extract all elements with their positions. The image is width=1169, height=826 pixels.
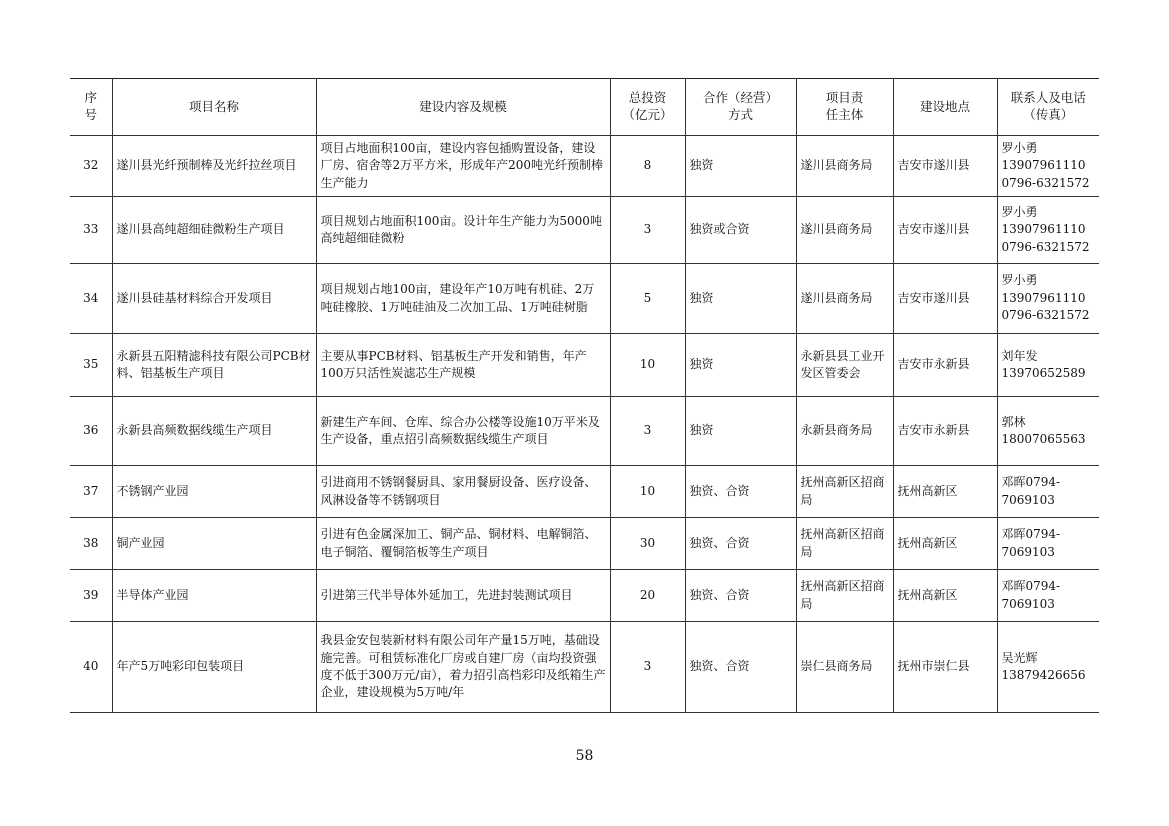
contact-phone: 0796-6321572 bbox=[1001, 239, 1090, 254]
cell-name: 遂川县光纤预制棒及光纤拉丝项目 bbox=[112, 136, 316, 197]
cell-investment: 5 bbox=[610, 264, 685, 334]
cell-investment: 10 bbox=[610, 334, 685, 397]
cell-mode: 独资 bbox=[685, 136, 796, 197]
cell-location: 抚州高新区 bbox=[893, 518, 997, 570]
cell-content: 项目规划占地面积100亩。设计年生产能力为5000吨高纯超细硅微粉 bbox=[316, 197, 610, 264]
cell-name: 遂川县硅基材料综合开发项目 bbox=[112, 264, 316, 334]
contact-name: 邓晖0794- bbox=[1001, 579, 1061, 594]
cell-investment: 3 bbox=[610, 397, 685, 466]
table-row bbox=[70, 622, 1099, 713]
cell-content: 新建生产车间、仓库、综合办公楼等设施10万平米及生产设备，重点招引高频数据线缆生产项目 bbox=[316, 397, 610, 466]
cell-content: 主要从事PCB材料、铝基板生产开发和销售，年产100万只活性炭滤芯生产规模 bbox=[316, 334, 610, 397]
contact-phone: 13970652589 bbox=[1001, 366, 1086, 380]
cell-owner: 抚州高新区招商局 bbox=[796, 466, 893, 518]
cell-content: 引进商用不锈钢餐厨具、家用餐厨设备、医疗设备、风淋设备等不锈钢项目 bbox=[316, 466, 610, 518]
cell-owner: 抚州高新区招商局 bbox=[796, 570, 893, 622]
cell-content: 引进有色金属深加工、铜产品、铜材料、电解铜箔、电子铜箔、覆铜箔板等生产项目 bbox=[316, 518, 610, 570]
header-location: 建设地点 bbox=[893, 79, 997, 136]
contact-phone: 13907961110 bbox=[1001, 222, 1086, 237]
cell-mode: 独资或合资 bbox=[685, 197, 796, 264]
cell-name: 年产5万吨彩印包装项目 bbox=[112, 622, 316, 713]
cell-mode: 独资、合资 bbox=[685, 622, 796, 713]
cell-investment: 3 bbox=[610, 197, 685, 264]
cell-no: 36 bbox=[70, 397, 112, 466]
table-row bbox=[70, 264, 1099, 334]
cell-name: 永新县五阳精滤科技有限公司PCB材料、铝基板生产项目 bbox=[112, 334, 316, 397]
cell-content: 项目占地面积100亩，建设内容包插购置设备，建设厂房、宿舍等2万平方米，形成年产200吨光纤预制棒生产能力 bbox=[316, 136, 610, 197]
page-number: 58 bbox=[575, 748, 594, 764]
header-content: 建设内容及规模 bbox=[316, 79, 610, 136]
cell-investment: 3 bbox=[610, 622, 685, 713]
cell-content: 项目规划占地100亩，建设年产10万吨有机硅、2万吨硅橡胶、1万吨硅油及二次加工品、1万吨硅树脂 bbox=[316, 264, 610, 334]
cell-owner: 抚州高新区招商局 bbox=[796, 518, 893, 570]
cell-location: 抚州高新区 bbox=[893, 570, 997, 622]
contact-name: 罗小勇 bbox=[1001, 204, 1038, 219]
table-row bbox=[70, 466, 1099, 518]
project-table-container bbox=[70, 78, 1099, 713]
cell-location: 吉安市遂川县 bbox=[893, 136, 997, 197]
cell-name: 不锈钢产业园 bbox=[112, 466, 316, 518]
cell-name: 遂川县高纯超细硅微粉生产项目 bbox=[112, 197, 316, 264]
cell-owner: 永新县商务局 bbox=[796, 397, 893, 466]
cell-contact bbox=[997, 466, 1099, 518]
cell-location: 吉安市永新县 bbox=[893, 397, 997, 466]
table-row bbox=[70, 197, 1099, 264]
cell-location: 吉安市遂川县 bbox=[893, 197, 997, 264]
cell-contact bbox=[997, 264, 1099, 334]
table-row bbox=[70, 136, 1099, 197]
cell-contact bbox=[997, 197, 1099, 264]
cell-no: 37 bbox=[70, 466, 112, 518]
header-owner: 项目责 任主体 bbox=[796, 79, 893, 136]
cell-contact bbox=[997, 397, 1099, 466]
cell-no: 39 bbox=[70, 570, 112, 622]
table-row bbox=[70, 334, 1099, 397]
contact-phone: 0796-6321572 bbox=[1001, 308, 1090, 323]
cell-name: 永新县高频数据线缆生产项目 bbox=[112, 397, 316, 466]
cell-location: 抚州市崇仁县 bbox=[893, 622, 997, 713]
contact-phone: 13879426656 bbox=[1001, 668, 1086, 682]
header-name: 项目名称 bbox=[112, 79, 316, 136]
cell-owner: 永新县县工业开发区管委会 bbox=[796, 334, 893, 397]
cell-content: 引进第三代半导体外延加工，先进封装测试项目 bbox=[316, 570, 610, 622]
cell-location: 吉安市永新县 bbox=[893, 334, 997, 397]
cell-name: 铜产业园 bbox=[112, 518, 316, 570]
cell-investment: 8 bbox=[610, 136, 685, 197]
contact-phone: 18007065563 bbox=[1001, 432, 1086, 446]
contact-phone: 13907961110 bbox=[1001, 158, 1086, 173]
cell-contact bbox=[997, 334, 1099, 397]
contact-phone: 0796-6321572 bbox=[1001, 175, 1090, 190]
cell-no: 35 bbox=[70, 334, 112, 397]
header-mode: 合作（经营） 方式 bbox=[685, 79, 796, 136]
project-table bbox=[70, 78, 1099, 713]
cell-mode: 独资、合资 bbox=[685, 570, 796, 622]
cell-investment: 20 bbox=[610, 570, 685, 622]
contact-name: 罗小勇 bbox=[1001, 273, 1038, 288]
cell-no: 32 bbox=[70, 136, 112, 197]
cell-contact bbox=[997, 622, 1099, 713]
cell-mode: 独资 bbox=[685, 334, 796, 397]
cell-no: 40 bbox=[70, 622, 112, 713]
cell-owner: 遂川县商务局 bbox=[796, 264, 893, 334]
table-row bbox=[70, 397, 1099, 466]
cell-location: 吉安市遂川县 bbox=[893, 264, 997, 334]
cell-mode: 独资 bbox=[685, 264, 796, 334]
cell-no: 33 bbox=[70, 197, 112, 264]
contact-name: 罗小勇 bbox=[1001, 140, 1038, 155]
contact-phone: 7069103 bbox=[1001, 596, 1055, 611]
cell-investment: 30 bbox=[610, 518, 685, 570]
contact-name: 刘年发 bbox=[1001, 348, 1038, 363]
cell-no: 34 bbox=[70, 264, 112, 334]
cell-contact bbox=[997, 570, 1099, 622]
contact-name: 邓晖0794- bbox=[1001, 475, 1061, 490]
contact-name: 郭林 bbox=[1001, 414, 1026, 429]
cell-location: 抚州高新区 bbox=[893, 466, 997, 518]
cell-content: 我县金安包装新材料有限公司年产量15万吨，基础设施完善。可租赁标准化厂房或自建厂房（亩均投资强度不低于300万元/亩），着力招引高档彩印及纸箱生产企业，建设规模为5万吨/年 bbox=[316, 622, 610, 713]
cell-contact bbox=[997, 136, 1099, 197]
contact-phone: 13907961110 bbox=[1001, 290, 1086, 305]
cell-investment: 10 bbox=[610, 466, 685, 518]
table-row bbox=[70, 518, 1099, 570]
table-header-row bbox=[70, 79, 1099, 136]
header-contact: 联系人及电话 （传真） bbox=[997, 79, 1099, 136]
cell-mode: 独资 bbox=[685, 397, 796, 466]
contact-phone: 7069103 bbox=[1001, 492, 1055, 507]
header-no: 序 号 bbox=[70, 79, 112, 136]
header-investment: 总投资 （亿元） bbox=[610, 79, 685, 136]
contact-name: 邓晖0794- bbox=[1001, 527, 1061, 542]
cell-mode: 独资、合资 bbox=[685, 518, 796, 570]
cell-mode: 独资、合资 bbox=[685, 466, 796, 518]
cell-name: 半导体产业园 bbox=[112, 570, 316, 622]
cell-owner: 遂川县商务局 bbox=[796, 197, 893, 264]
cell-owner: 崇仁县商务局 bbox=[796, 622, 893, 713]
cell-owner: 遂川县商务局 bbox=[796, 136, 893, 197]
cell-no: 38 bbox=[70, 518, 112, 570]
contact-name: 吴光辉 bbox=[1001, 650, 1038, 665]
contact-phone: 7069103 bbox=[1001, 544, 1055, 559]
cell-contact bbox=[997, 518, 1099, 570]
table-row bbox=[70, 570, 1099, 622]
